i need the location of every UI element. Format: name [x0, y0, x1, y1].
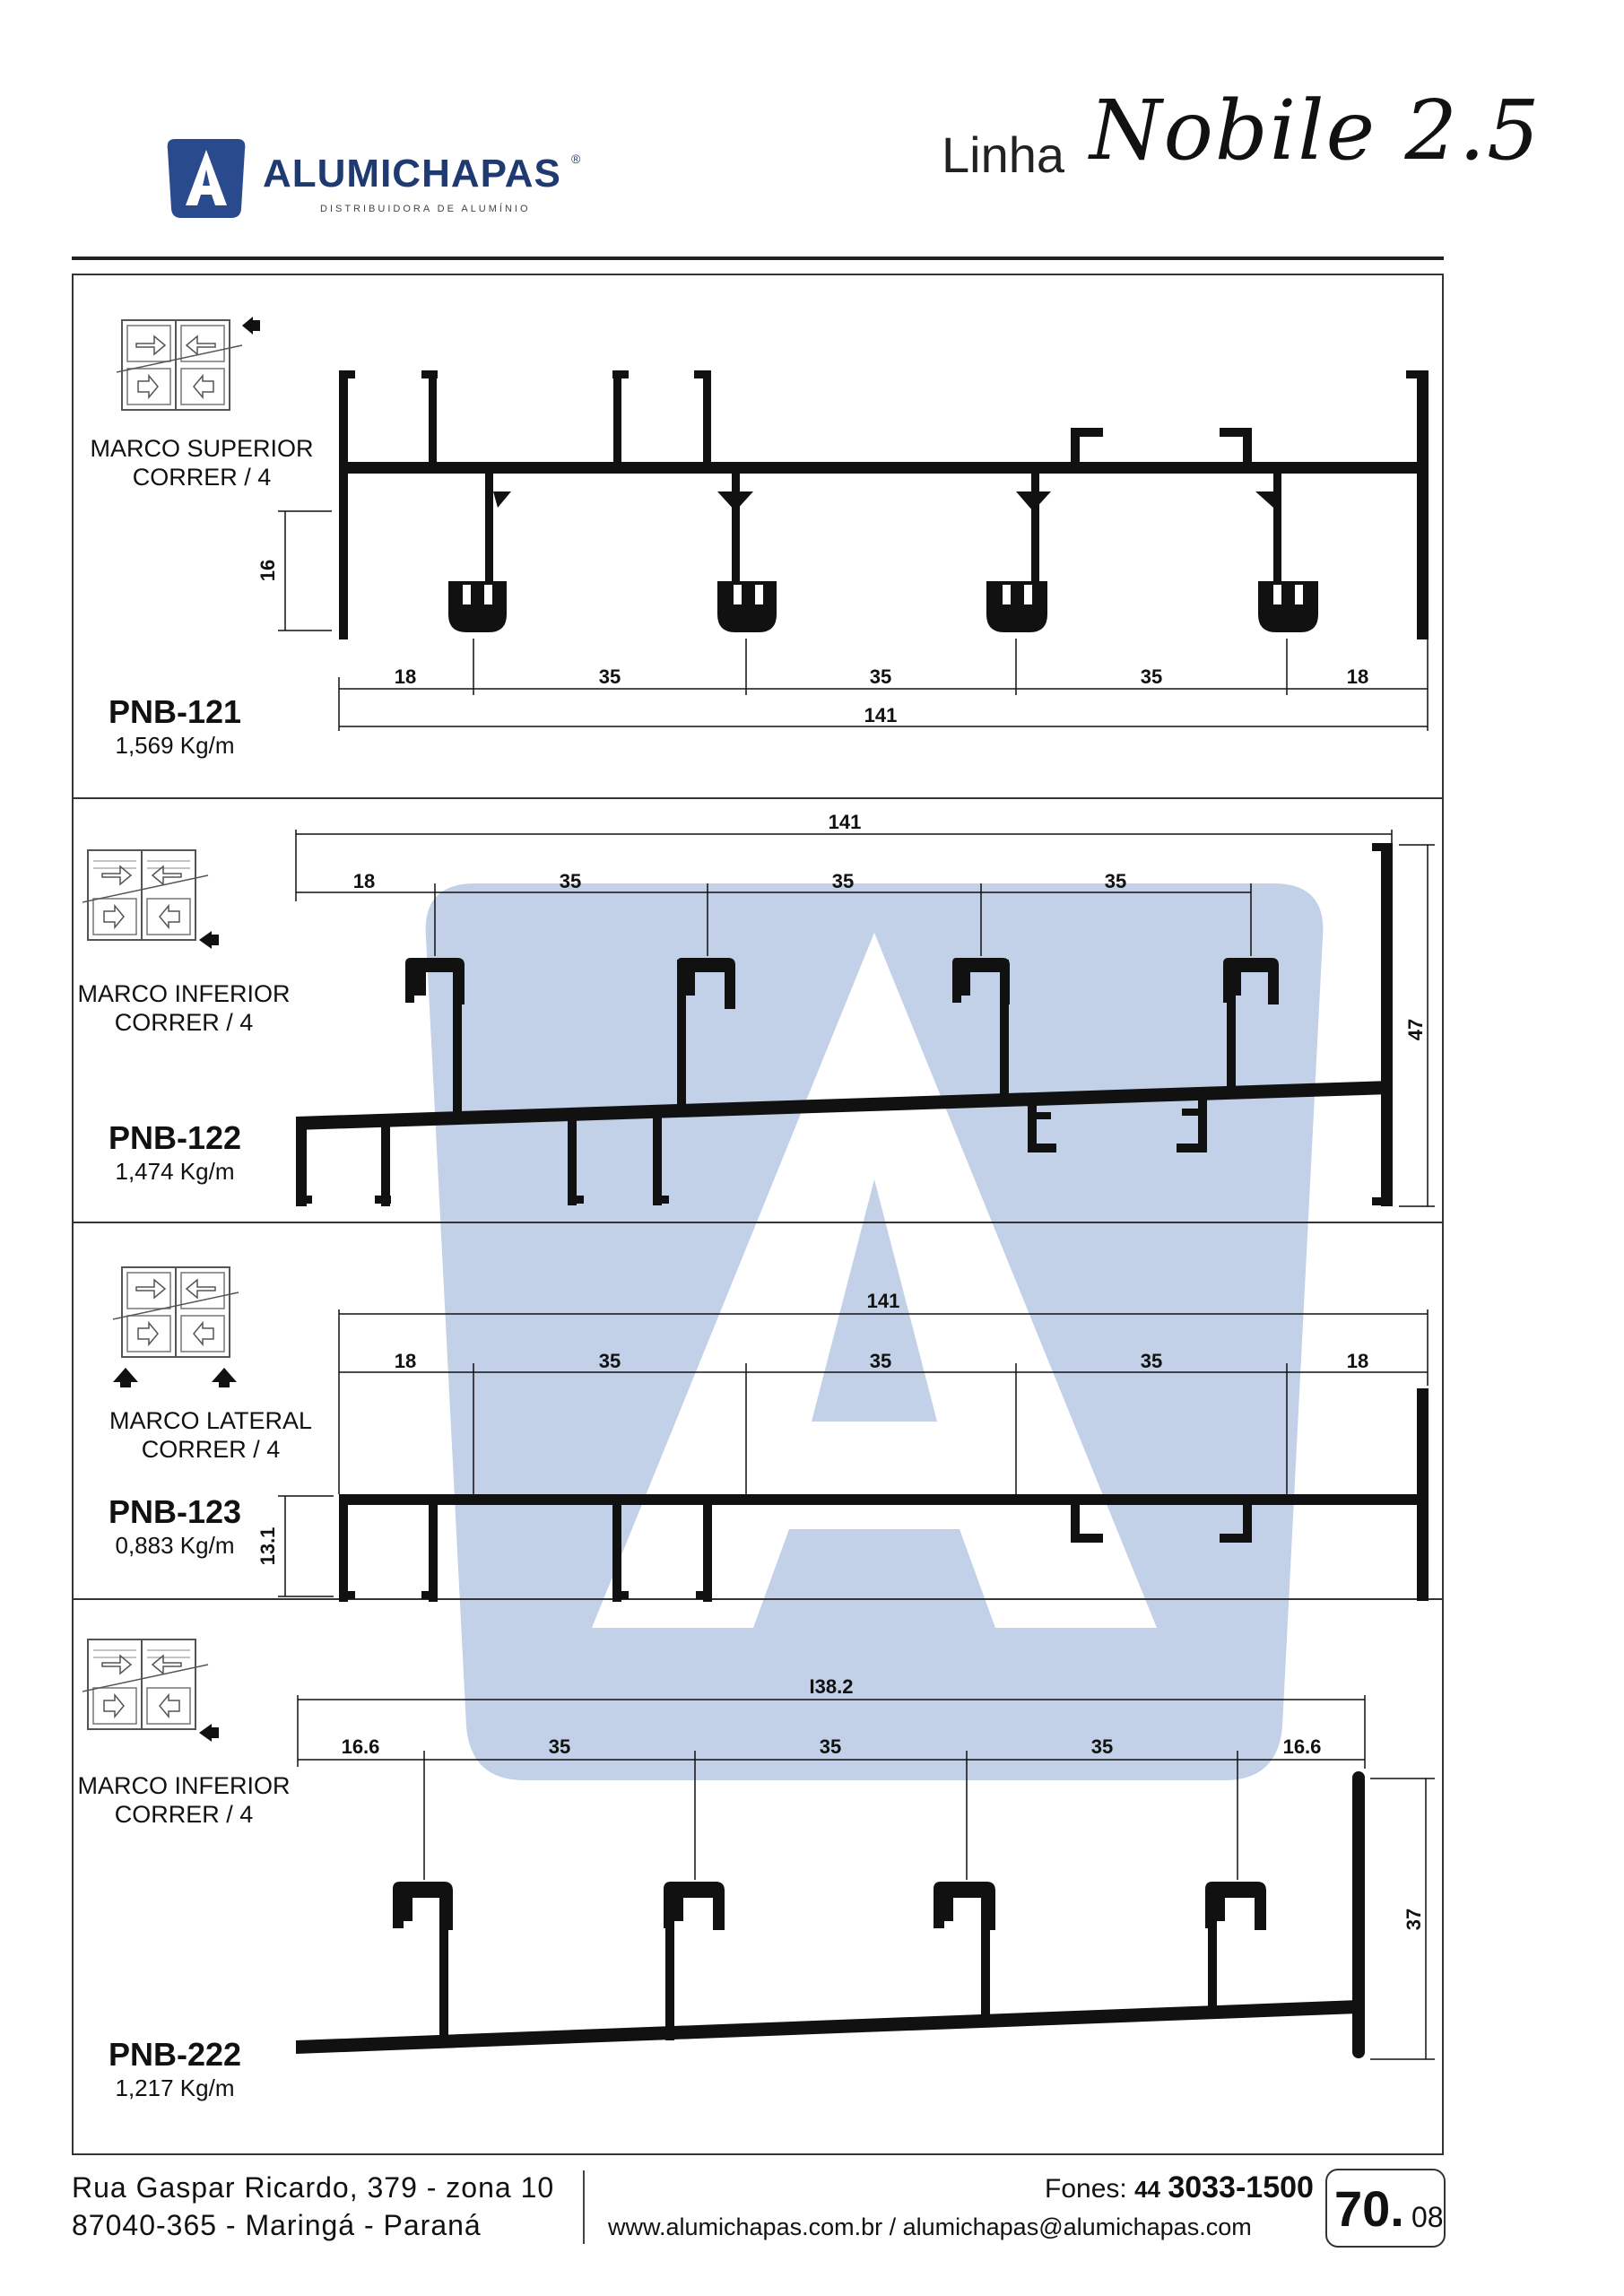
registered-mark: ® [571, 152, 581, 166]
page-number-box [1325, 2169, 1446, 2248]
caption-line: CORRER / 4 [141, 1436, 281, 1463]
dimension-label: I38.2 [809, 1675, 854, 1698]
dimension-label: 13.1 [256, 1526, 279, 1566]
profile-pnb-222 [296, 1771, 1365, 2058]
dimension-label: 18 [1346, 665, 1369, 688]
dimension-label: 35 [598, 665, 621, 688]
dimension-label: 35 [869, 1350, 892, 1372]
footer-divider [583, 2170, 585, 2244]
profile-pnb-122 [296, 843, 1393, 1206]
dimension-label: 35 [1090, 1735, 1114, 1758]
dimension-label: 35 [831, 870, 855, 892]
dimension-label: 141 [828, 811, 862, 833]
dimension-label: 18 [394, 1350, 417, 1372]
profile-weight: 0,883 Kg/m [115, 1532, 235, 1559]
caption-line: MARCO INFERIOR [77, 1772, 291, 1799]
sash-track [448, 474, 511, 632]
caption-line: MARCO INFERIOR [77, 980, 291, 1007]
dimension-label: 35 [1140, 1350, 1163, 1372]
profile-code: PNB-123 [108, 1493, 242, 1530]
dimension-label: 35 [548, 1735, 571, 1758]
brand-tagline: DISTRIBUIDORA DE ALUMÍNIO [320, 204, 531, 214]
phones-label: Fones: [1045, 2174, 1127, 2204]
dimension-label: 18 [394, 665, 417, 688]
dimension-label: 16 [256, 559, 279, 582]
dimension-label: 35 [598, 1350, 621, 1372]
address-line: 87040-365 - Maringá - Paraná [72, 2209, 482, 2241]
caption-line: MARCO LATERAL [109, 1407, 313, 1434]
window-schematic-icon [83, 1632, 235, 1749]
page-subnumber: 08 [1411, 2201, 1444, 2233]
profile-code: PNB-121 [108, 693, 242, 730]
profile-code: PNB-222 [108, 2036, 242, 2073]
dimension-label: 35 [1104, 870, 1127, 892]
dimension-label: 16.6 [341, 1735, 380, 1758]
window-schematic-icon [83, 843, 235, 960]
profile-weight: 1,474 Kg/m [115, 1158, 235, 1185]
caption-line: CORRER / 4 [132, 464, 272, 491]
dimension-label: 141 [866, 1290, 900, 1312]
dimension-label: 35 [819, 1735, 842, 1758]
caption-line: CORRER / 4 [114, 1009, 254, 1036]
line-name: Nobile 2.5 [1090, 83, 1541, 178]
footer-phones [1045, 2170, 1314, 2205]
page-number: 70. [1334, 2180, 1404, 2237]
profile-pnb-121 [339, 370, 1429, 639]
dimension-label: 16.6 [1282, 1735, 1322, 1758]
brand-name: ALUMICHAPAS [263, 152, 561, 196]
profile-caption [72, 979, 296, 1037]
dimension-label: 35 [559, 870, 582, 892]
profile-caption [85, 1406, 336, 1464]
phones-area: 44 [1134, 2176, 1160, 2203]
dimension-label: 18 [352, 870, 376, 892]
profile-weight: 1,569 Kg/m [115, 732, 235, 759]
profile-pnb-123 [339, 1388, 1429, 1602]
address-line: Rua Gaspar Ricardo, 379 - zona 10 [72, 2171, 555, 2204]
line-prefix: Linha [942, 126, 1065, 183]
caption-line: CORRER / 4 [114, 1801, 254, 1828]
caption-line: MARCO SUPERIOR [90, 435, 314, 462]
footer-address [72, 2169, 554, 2244]
profile-weight: 1,217 Kg/m [115, 2074, 235, 2101]
profile-caption [72, 1771, 296, 1829]
footer-web: www.alumichapas.com.br / alumichapas@alumichapas.com [608, 2213, 1252, 2240]
profile-code: PNB-122 [108, 1119, 242, 1156]
window-schematic-icon [109, 1260, 244, 1390]
dimension-label: 18 [1346, 1350, 1369, 1372]
phones-number: 3033-1500 [1168, 2170, 1314, 2205]
dimension-label: 37 [1403, 1908, 1425, 1931]
dimension-label: 47 [1404, 1018, 1427, 1041]
dimension-label: 35 [1140, 665, 1163, 688]
dimension-label: 35 [869, 665, 892, 688]
dimension-label: 141 [864, 704, 898, 726]
